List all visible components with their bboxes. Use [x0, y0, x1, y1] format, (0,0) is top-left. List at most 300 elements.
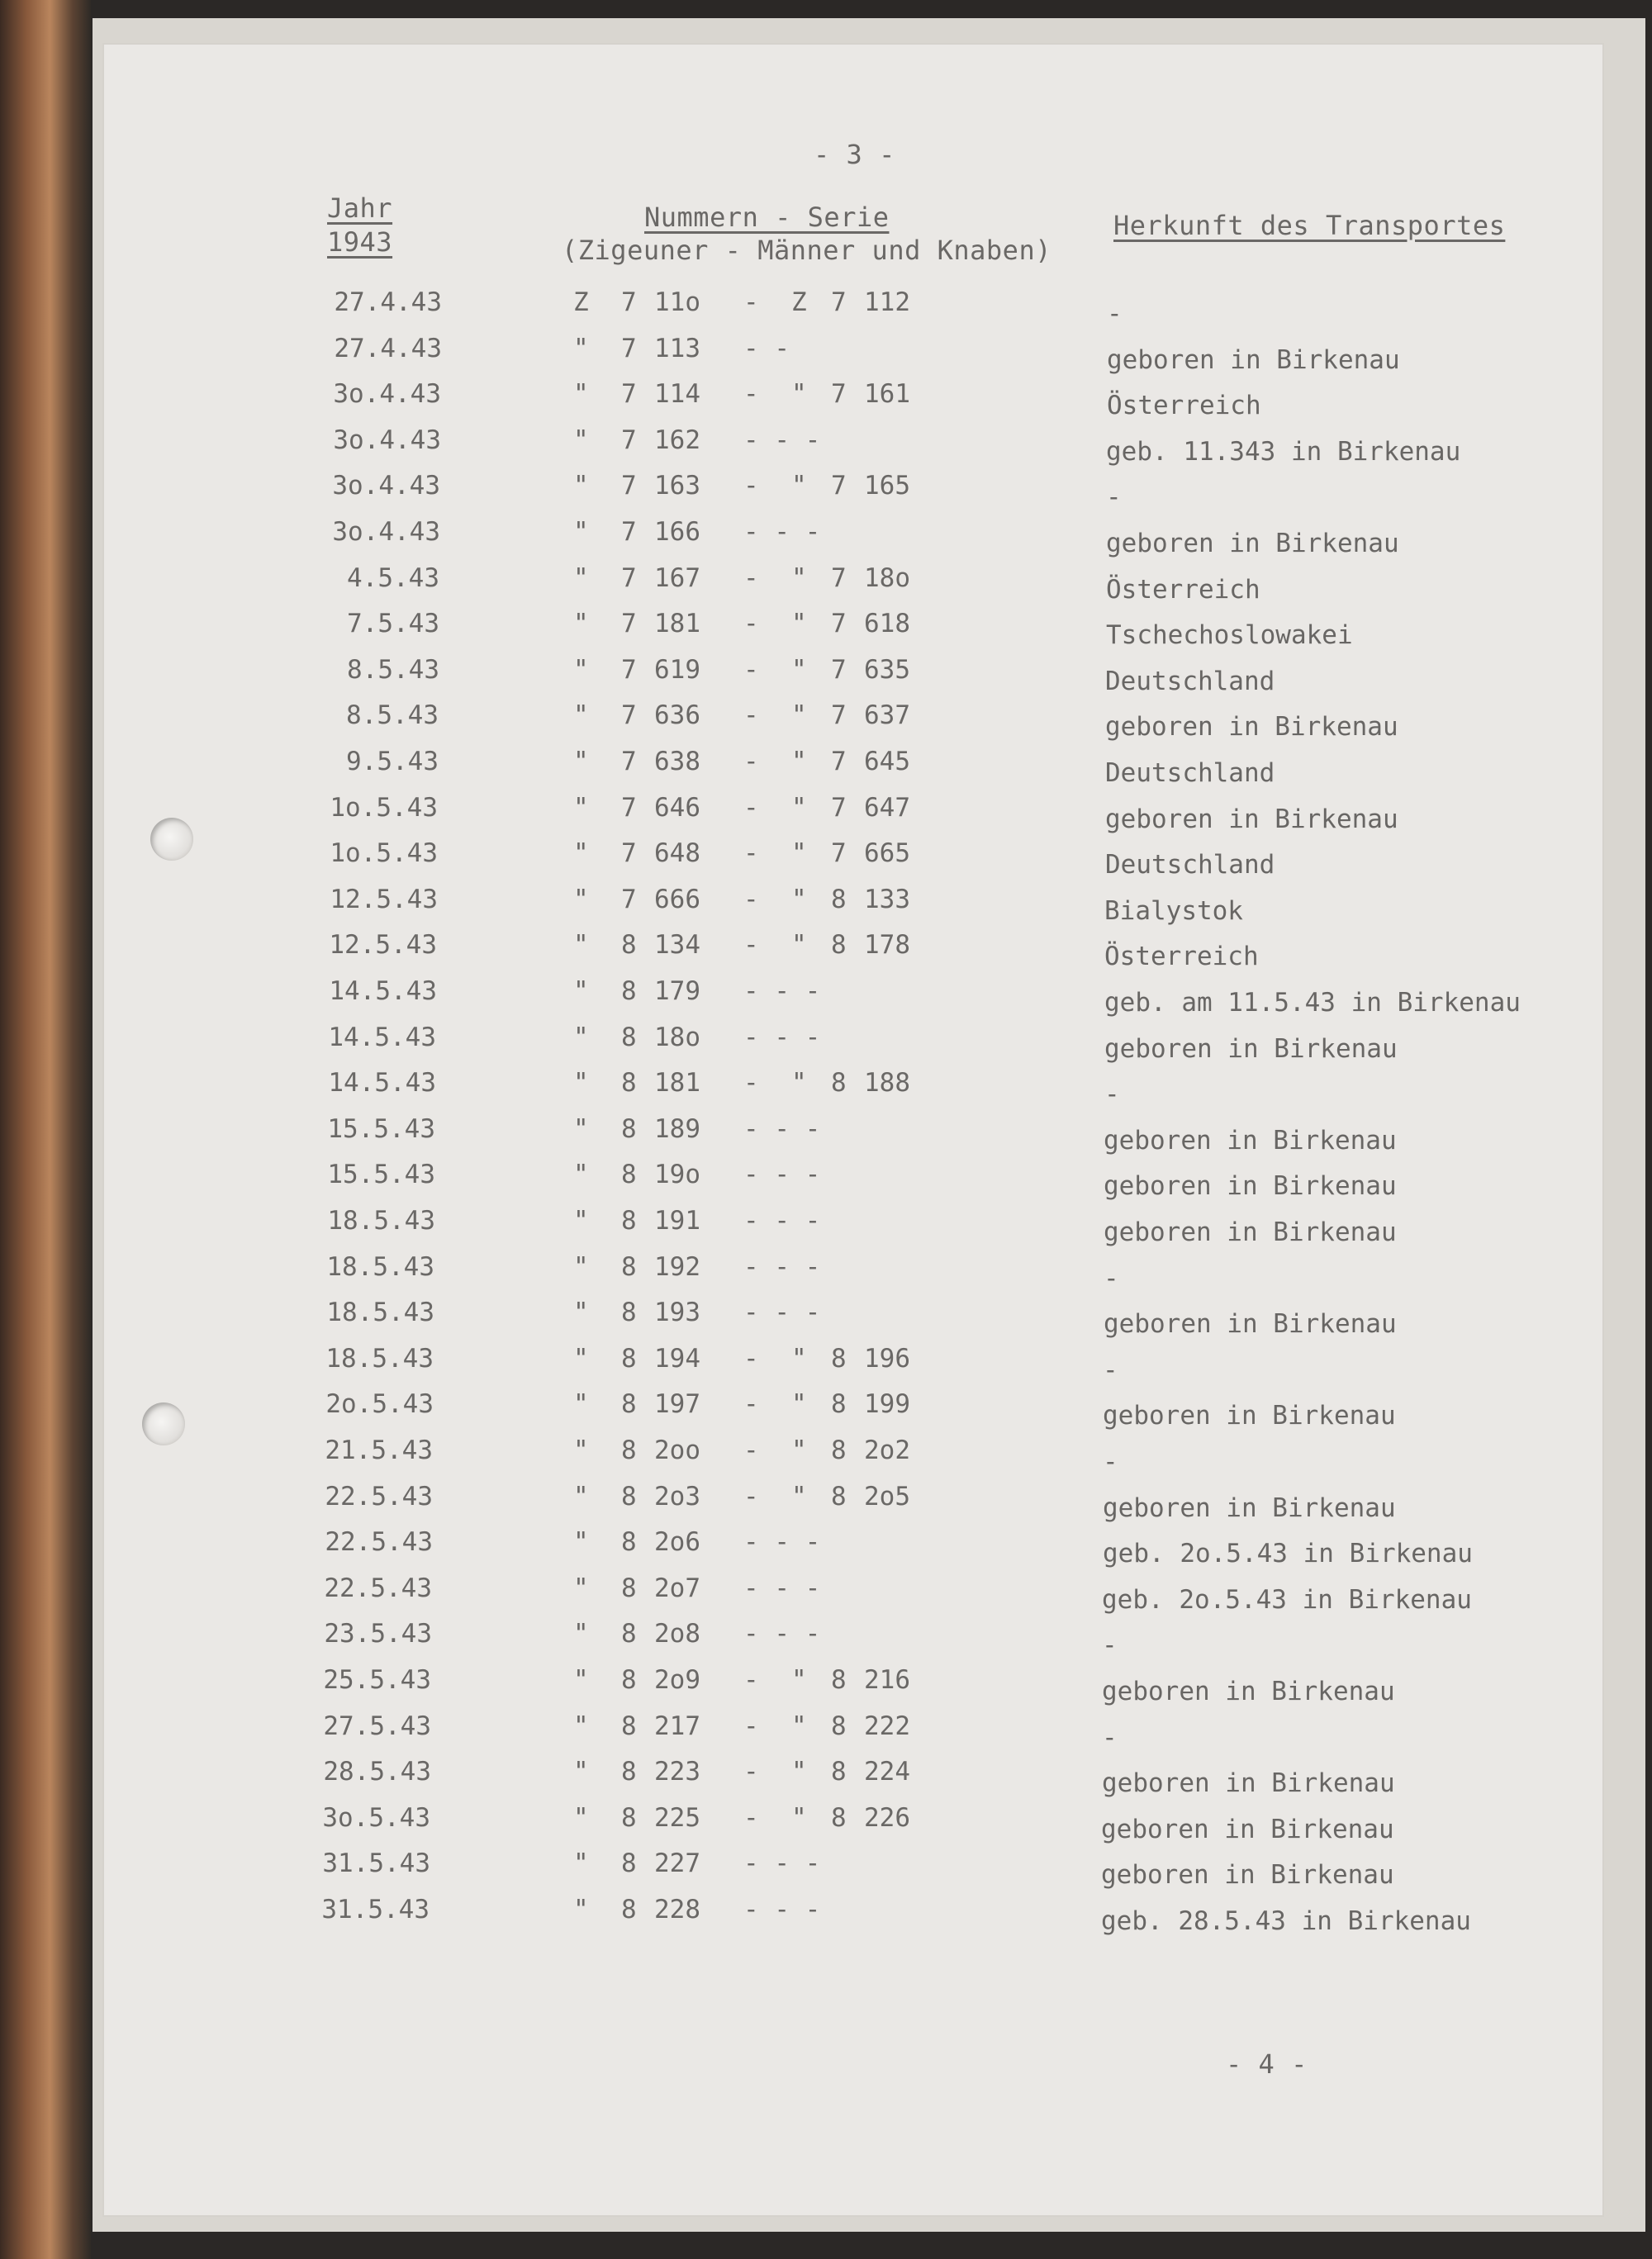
- cell-p2: ": [791, 1068, 807, 1099]
- table-row: [0, 792, 1652, 834]
- cell-n2b: 618: [864, 609, 910, 639]
- cell-p1: ": [573, 884, 589, 914]
- cell-p1: ": [573, 379, 589, 410]
- cell-n1b: 223: [654, 1757, 700, 1787]
- cell-origin: -: [1104, 1080, 1120, 1110]
- cell-origin: -: [1102, 1630, 1118, 1661]
- cell-n1: 7: [621, 333, 637, 363]
- cell-date: 7.5.43: [347, 609, 439, 639]
- cell-d1: - - -: [743, 1895, 821, 1924]
- table-row: [0, 1619, 1652, 1661]
- cell-date: 9.5.43: [346, 747, 439, 776]
- cell-date: 14.5.43: [329, 976, 437, 1006]
- table-row: [0, 1113, 1652, 1156]
- cell-p2: ": [791, 838, 807, 869]
- cell-n1: 8: [621, 1619, 637, 1649]
- cell-date: 18.5.43: [326, 1298, 434, 1328]
- cell-origin: Österreich: [1104, 942, 1259, 972]
- cell-date: 3o.4.43: [333, 425, 441, 455]
- cell-p1: ": [573, 654, 589, 685]
- cell-p1: ": [573, 1527, 589, 1558]
- cell-n1: 8: [621, 1802, 637, 1833]
- cell-n1: 7: [621, 654, 637, 685]
- cell-n1b: 18o: [654, 1022, 700, 1052]
- cell-p1: ": [573, 976, 589, 1006]
- table-row: [0, 976, 1652, 1018]
- table-row: [0, 1160, 1652, 1202]
- cell-p1: ": [573, 517, 589, 547]
- cell-date: 31.5.43: [322, 1848, 430, 1879]
- cell-date: 22.5.43: [325, 1527, 433, 1558]
- cell-n1b: 194: [654, 1343, 700, 1374]
- cell-p1: ": [573, 609, 589, 639]
- cell-n1b: 191: [654, 1206, 700, 1236]
- cell-n2: 8: [831, 1665, 847, 1695]
- cell-date: 12.5.43: [330, 884, 438, 914]
- cell-date: 22.5.43: [325, 1481, 433, 1512]
- table-row: [0, 379, 1652, 421]
- table-row: [0, 609, 1652, 651]
- cell-d1: - - -: [743, 1022, 821, 1052]
- cell-p1: Z: [573, 287, 589, 317]
- cell-n2b: 216: [864, 1665, 910, 1695]
- table-row: [0, 1298, 1652, 1340]
- cell-d1: - - -: [743, 1160, 821, 1190]
- cell-d1: -: [743, 838, 759, 869]
- cell-n2b: 199: [864, 1389, 910, 1420]
- cell-n1: 8: [621, 1527, 637, 1558]
- cell-d1: - - -: [743, 1298, 821, 1328]
- cell-n2: 8: [831, 1481, 847, 1512]
- cell-origin: -: [1104, 1263, 1119, 1293]
- cell-d1: - - -: [743, 1527, 821, 1558]
- cell-origin: geboren in Birkenau: [1102, 1677, 1395, 1706]
- cell-n1b: 113: [654, 333, 700, 363]
- cell-origin: Deutschland: [1105, 758, 1275, 788]
- cell-n2: 8: [831, 884, 847, 914]
- cell-n1: 8: [621, 1481, 637, 1512]
- cell-d1: -: [743, 471, 759, 501]
- cell-n2: 8: [831, 1436, 847, 1465]
- cell-origin: geb. 2o.5.43 in Birkenau: [1102, 1584, 1472, 1615]
- cell-origin: geboren in Birkenau: [1104, 1217, 1397, 1247]
- cell-n2b: 637: [864, 700, 910, 731]
- cell-d1: -: [743, 654, 759, 685]
- cell-origin: -: [1103, 1447, 1118, 1477]
- cell-p1: ": [573, 1251, 589, 1282]
- cell-n1b: 166: [654, 517, 700, 547]
- cell-p1: ": [573, 1298, 589, 1328]
- cell-n2b: 2o5: [864, 1481, 910, 1512]
- cell-n1b: 2oo: [654, 1436, 700, 1465]
- cell-n2: 8: [831, 1757, 847, 1787]
- cell-p2: ": [791, 792, 807, 823]
- cell-n1b: 192: [654, 1251, 700, 1282]
- cell-d1: - - -: [743, 976, 821, 1006]
- table-row: [0, 1206, 1652, 1247]
- cell-n2: 8: [831, 1802, 847, 1833]
- cell-origin: Tschechoslowakei: [1106, 620, 1353, 651]
- table-row: [0, 1848, 1652, 1891]
- cell-n2b: 165: [864, 471, 910, 501]
- cell-date: 25.5.43: [323, 1665, 431, 1695]
- cell-p1: ": [573, 1022, 589, 1052]
- cell-d1: -: [743, 1068, 759, 1099]
- cell-p2: ": [791, 700, 807, 731]
- cell-n1b: 2o9: [654, 1665, 700, 1695]
- cell-n1: 7: [621, 747, 637, 776]
- cell-date: 14.5.43: [328, 1068, 436, 1099]
- cell-n2b: 635: [864, 654, 910, 685]
- cell-p2: ": [791, 1757, 807, 1787]
- cell-d1: -: [743, 884, 759, 914]
- cell-d1: - - -: [743, 425, 821, 455]
- cell-d1: -: [743, 700, 759, 731]
- cell-n1b: 162: [654, 425, 700, 455]
- cell-n1b: 636: [654, 700, 700, 731]
- cell-n2: 8: [831, 1068, 847, 1099]
- table-row: [0, 1251, 1652, 1293]
- cell-p2: ": [791, 884, 807, 914]
- cell-n1: 8: [621, 1160, 637, 1190]
- table-row: [0, 654, 1652, 696]
- cell-n2b: 645: [864, 747, 910, 776]
- cell-n1: 7: [621, 884, 637, 914]
- table-row: [0, 425, 1652, 467]
- cell-p2: ": [791, 1711, 807, 1741]
- cell-n2b: 161: [864, 379, 910, 410]
- cell-n1: 8: [621, 976, 637, 1006]
- cell-n1: 8: [621, 1711, 637, 1741]
- cell-n1: 8: [621, 1573, 637, 1603]
- cell-date: 18.5.43: [325, 1343, 434, 1374]
- cell-p1: ": [573, 562, 589, 593]
- cell-p2: ": [791, 1389, 807, 1420]
- cell-n2b: 226: [864, 1802, 910, 1833]
- cell-origin: -: [1107, 299, 1123, 329]
- cell-origin: geboren in Birkenau: [1101, 1860, 1394, 1891]
- header-year-label: Jahr: [327, 192, 393, 224]
- table-row: [0, 1711, 1652, 1753]
- cell-origin: Österreich: [1107, 391, 1261, 421]
- cell-date: 4.5.43: [347, 562, 439, 593]
- cell-date: 3o.4.43: [333, 379, 441, 410]
- cell-n2: 7: [831, 287, 847, 317]
- cell-n2: 8: [831, 1711, 847, 1741]
- cell-date: 3o.4.43: [332, 471, 440, 501]
- cell-d1: - - -: [743, 1113, 821, 1144]
- cell-n1: 8: [621, 1848, 637, 1879]
- cell-p2: ": [791, 1343, 807, 1374]
- cell-p2: Z: [791, 287, 807, 317]
- cell-n2: 7: [831, 838, 847, 869]
- table-row: [0, 471, 1652, 513]
- cell-d1: - - -: [743, 1206, 821, 1236]
- cell-origin: geboren in Birkenau: [1102, 1768, 1395, 1799]
- cell-date: 27.4.43: [334, 287, 442, 317]
- cell-p1: ": [573, 792, 589, 823]
- table-row: [0, 1757, 1652, 1799]
- cell-p1: ": [573, 930, 589, 961]
- cell-p2: ": [791, 379, 807, 410]
- cell-p1: ": [573, 471, 589, 501]
- cell-d1: - - -: [743, 1251, 821, 1282]
- cell-n1: 8: [621, 1068, 637, 1099]
- cell-n1: 8: [621, 1757, 637, 1787]
- table-row: [0, 884, 1652, 926]
- page-number-top: - 3 -: [814, 139, 895, 170]
- cell-d1: -: [743, 1802, 759, 1833]
- cell-n2: 7: [831, 379, 847, 410]
- cell-origin: geboren in Birkenau: [1104, 1033, 1398, 1064]
- table-row: [0, 1802, 1652, 1844]
- header-year-value: 1943: [327, 226, 393, 258]
- cell-date: 21.5.43: [325, 1436, 433, 1465]
- cell-n2: 7: [831, 747, 847, 776]
- cell-n1: 8: [621, 1206, 637, 1236]
- cell-n2: 7: [831, 609, 847, 639]
- cell-p1: ": [573, 1113, 589, 1144]
- cell-d1: -: [743, 562, 759, 593]
- cell-p1: ": [573, 1665, 589, 1695]
- cell-date: 18.5.43: [327, 1206, 435, 1236]
- cell-d1: -: [743, 609, 759, 639]
- cell-n2b: 2o2: [864, 1436, 910, 1465]
- cell-origin: geboren in Birkenau: [1105, 804, 1398, 834]
- cell-n1b: 163: [654, 471, 700, 501]
- cell-n1b: 181: [654, 1068, 700, 1099]
- cell-origin: geboren in Birkenau: [1104, 1309, 1397, 1340]
- cell-n2: 7: [831, 471, 847, 501]
- cell-n1b: 181: [654, 609, 700, 639]
- cell-n1: 8: [621, 1113, 637, 1144]
- cell-n1: 7: [621, 471, 637, 501]
- header-series-label: Nummern - Serie: [644, 202, 890, 233]
- cell-origin: geboren in Birkenau: [1107, 344, 1400, 375]
- cell-n2b: 178: [864, 930, 910, 961]
- table-row: [0, 1389, 1652, 1431]
- table-row: [0, 287, 1652, 329]
- cell-p1: ": [573, 1573, 589, 1603]
- cell-p1: ": [573, 1619, 589, 1649]
- cell-d1: -: [743, 1757, 759, 1787]
- cell-n1: 7: [621, 287, 637, 317]
- cell-date: 14.5.43: [328, 1022, 436, 1052]
- cell-n1: 7: [621, 562, 637, 593]
- cell-origin: -: [1103, 1355, 1118, 1385]
- cell-origin: Deutschland: [1105, 850, 1275, 880]
- cell-n2b: 224: [864, 1757, 910, 1787]
- cell-d1: -: [743, 747, 759, 776]
- cell-d1: -: [743, 1665, 759, 1695]
- cell-n1: 8: [621, 1436, 637, 1465]
- table-row: [0, 1436, 1652, 1477]
- cell-date: 12.5.43: [329, 930, 437, 961]
- cell-d1: -: [743, 1481, 759, 1512]
- cell-n1b: 11o: [654, 287, 700, 317]
- cell-n1: 7: [621, 609, 637, 639]
- cell-date: 8.5.43: [347, 654, 439, 685]
- cell-p1: ": [573, 747, 589, 776]
- table-row: [0, 333, 1652, 375]
- cell-n1: 7: [621, 838, 637, 869]
- cell-p1: ": [573, 1802, 589, 1833]
- table-row: [0, 700, 1652, 743]
- cell-origin: -: [1102, 1722, 1118, 1753]
- cell-date: 3o.5.43: [322, 1802, 430, 1833]
- table-row: [0, 562, 1652, 605]
- cell-origin: Deutschland: [1105, 666, 1275, 696]
- cell-n1b: 197: [654, 1389, 700, 1420]
- cell-n1b: 189: [654, 1113, 700, 1144]
- table-row: [0, 930, 1652, 972]
- cell-d1: - - -: [743, 1619, 821, 1649]
- cell-n2b: 133: [864, 884, 910, 914]
- cell-p1: ": [573, 1343, 589, 1374]
- cell-n1b: 227: [654, 1848, 700, 1879]
- cell-date: 31.5.43: [321, 1895, 430, 1924]
- cell-n1b: 2o7: [654, 1573, 700, 1603]
- cell-n2: 8: [831, 930, 847, 961]
- cell-d1: -: [743, 1711, 759, 1741]
- cell-n1: 8: [621, 1022, 637, 1052]
- cell-date: 2o.5.43: [325, 1389, 434, 1420]
- cell-p1: ": [573, 1848, 589, 1879]
- cell-origin: geb. 28.5.43 in Birkenau: [1101, 1906, 1471, 1936]
- cell-n1: 8: [621, 930, 637, 961]
- cell-n1: 8: [621, 1389, 637, 1420]
- cell-origin: Bialystok: [1104, 895, 1243, 926]
- cell-origin: geboren in Birkenau: [1101, 1814, 1394, 1844]
- cell-origin: geboren in Birkenau: [1106, 529, 1399, 558]
- cell-n1b: 179: [654, 976, 700, 1006]
- cell-n1: 7: [621, 700, 637, 731]
- table-row: [0, 747, 1652, 788]
- table-row: [0, 1895, 1652, 1936]
- cell-origin: geboren in Birkenau: [1103, 1401, 1396, 1431]
- cell-n2: 8: [831, 1343, 847, 1374]
- cell-n1: 7: [621, 792, 637, 823]
- table-row: [0, 838, 1652, 880]
- cell-p1: ": [573, 1757, 589, 1787]
- cell-p2: ": [791, 930, 807, 961]
- header-origin-label: Herkunft des Transportes: [1113, 210, 1506, 241]
- cell-n1b: 228: [654, 1895, 700, 1924]
- cell-d1: -: [743, 792, 759, 823]
- cell-p1: ": [573, 333, 589, 363]
- cell-d1: -: [743, 1436, 759, 1465]
- table-row: [0, 1022, 1652, 1064]
- table-row: [0, 1665, 1652, 1706]
- cell-origin: -: [1106, 482, 1122, 513]
- cell-n1: 7: [621, 379, 637, 410]
- cell-d1: - -: [743, 333, 790, 363]
- cell-n1b: 2o8: [654, 1619, 700, 1649]
- cell-n1b: 2o3: [654, 1481, 700, 1512]
- cell-date: 15.5.43: [327, 1113, 435, 1144]
- cell-n1: 7: [621, 517, 637, 547]
- cell-p2: ": [791, 1665, 807, 1695]
- table-row: [0, 1573, 1652, 1615]
- cell-n1b: 217: [654, 1711, 700, 1741]
- cell-p2: ": [791, 1481, 807, 1512]
- cell-origin: geb. am 11.5.43 in Birkenau: [1104, 988, 1521, 1018]
- cell-date: 27.5.43: [323, 1711, 431, 1741]
- cell-origin: geboren in Birkenau: [1104, 1125, 1397, 1156]
- cell-d1: -: [743, 1389, 759, 1420]
- cell-n1b: 638: [654, 747, 700, 776]
- cell-n2b: 112: [864, 287, 910, 317]
- cell-p1: ": [573, 1160, 589, 1190]
- cell-origin: geboren in Birkenau: [1105, 712, 1398, 743]
- cell-p1: ": [573, 700, 589, 731]
- cell-p1: ": [573, 1895, 589, 1924]
- cell-n2: 8: [831, 1389, 847, 1420]
- cell-n1b: 646: [654, 792, 700, 823]
- cell-p2: ": [791, 747, 807, 776]
- cell-origin: geboren in Birkenau: [1104, 1171, 1397, 1202]
- table-row: [0, 517, 1652, 558]
- cell-n1b: 193: [654, 1298, 700, 1328]
- cell-p1: ": [573, 1481, 589, 1512]
- cell-d1: -: [743, 1343, 759, 1374]
- cell-p1: ": [573, 1711, 589, 1741]
- cell-n1: 8: [621, 1895, 637, 1924]
- cell-p1: ": [573, 838, 589, 869]
- cell-p1: ": [573, 1068, 589, 1099]
- cell-origin: geb. 11.343 in Birkenau: [1106, 436, 1461, 467]
- cell-p1: ": [573, 1436, 589, 1465]
- cell-d1: -: [743, 287, 759, 317]
- cell-date: 28.5.43: [323, 1757, 431, 1787]
- cell-n1: 8: [621, 1251, 637, 1282]
- cell-n1b: 167: [654, 562, 700, 593]
- cell-n2b: 196: [864, 1343, 910, 1374]
- cell-p1: ": [573, 1206, 589, 1236]
- cell-date: 1o.5.43: [330, 838, 438, 869]
- header-series-sublabel: (Zigeuner - Männer und Knaben): [562, 235, 1051, 266]
- cell-n1b: 666: [654, 884, 700, 914]
- cell-n1: 7: [621, 425, 637, 455]
- cell-date: 18.5.43: [326, 1251, 434, 1282]
- cell-n2: 7: [831, 700, 847, 731]
- cell-n2: 7: [831, 654, 847, 685]
- cell-origin: geb. 2o.5.43 in Birkenau: [1103, 1539, 1473, 1569]
- cell-n2b: 188: [864, 1068, 910, 1099]
- cell-origin: Österreich: [1106, 574, 1260, 605]
- cell-n1b: 2o6: [654, 1527, 700, 1558]
- page-number-bottom: - 4 -: [1226, 2048, 1308, 2080]
- cell-n1b: 225: [654, 1802, 700, 1833]
- cell-n2b: 18o: [864, 562, 910, 593]
- cell-date: 27.4.43: [334, 333, 442, 363]
- cell-n2b: 647: [864, 792, 910, 823]
- cell-n2: 7: [831, 792, 847, 823]
- cell-p2: ": [791, 471, 807, 501]
- cell-p2: ": [791, 654, 807, 685]
- cell-date: 22.5.43: [324, 1573, 432, 1603]
- cell-date: 15.5.43: [327, 1160, 435, 1190]
- cell-d1: - - -: [743, 1848, 821, 1879]
- table-row: [0, 1527, 1652, 1569]
- cell-p2: ": [791, 609, 807, 639]
- cell-n1b: 619: [654, 654, 700, 685]
- cell-n1b: 19o: [654, 1160, 700, 1190]
- cell-origin: geboren in Birkenau: [1103, 1493, 1396, 1523]
- cell-d1: -: [743, 379, 759, 410]
- cell-n1b: 134: [654, 930, 700, 961]
- cell-n1b: 648: [654, 838, 700, 869]
